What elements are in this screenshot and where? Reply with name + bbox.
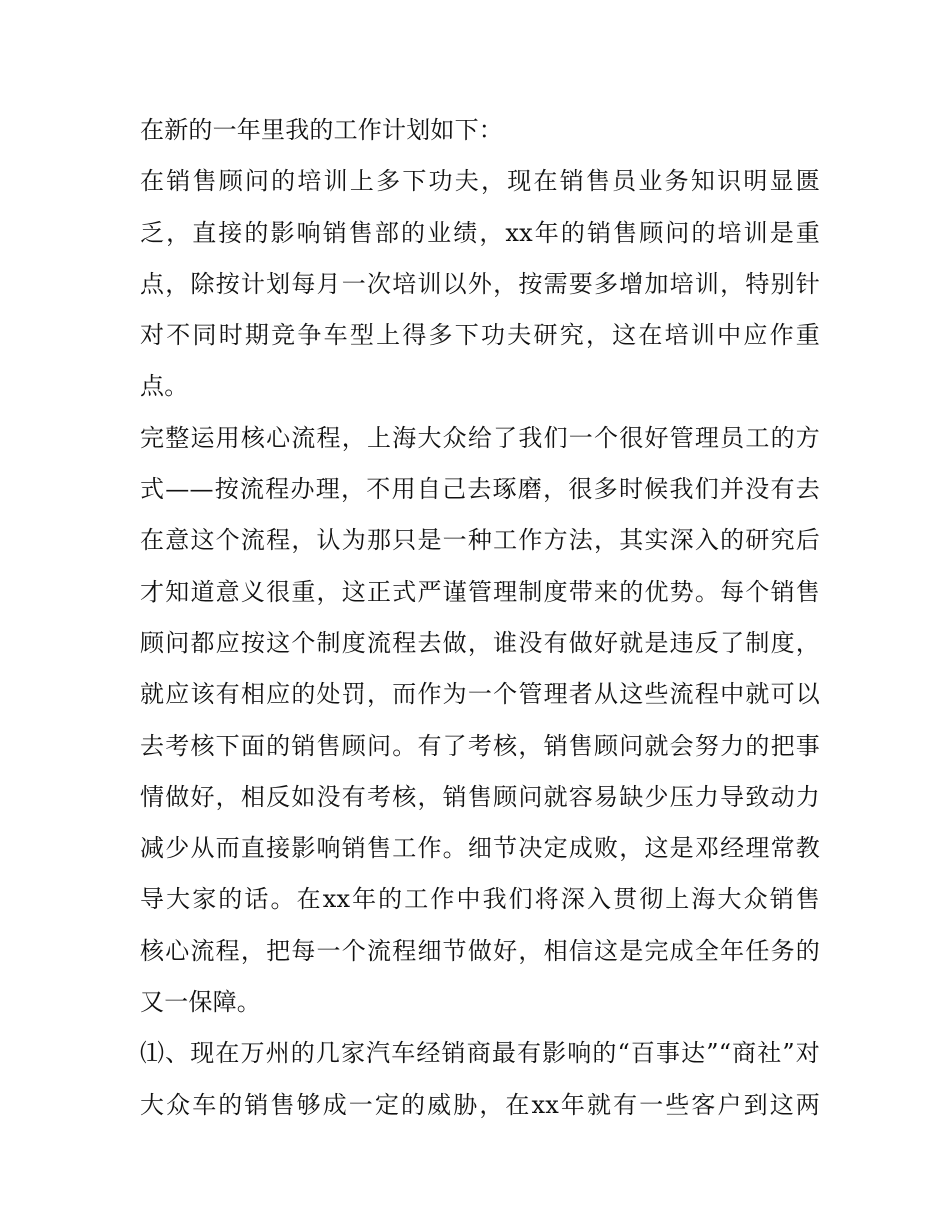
text-line: 乏，直接的影响销售部的业绩，xx年的销售顾问的培训是重	[140, 218, 820, 247]
text-line: 就应该有相应的处罚，而作为一个管理者从这些流程中就可以	[140, 680, 820, 709]
text-line: 式——按流程办理，不用自己去琢磨，很多时候我们并没有去	[140, 475, 820, 504]
text-line: 减少从而直接影响销售工作。细节决定成败，这是邓经理常教	[140, 834, 820, 863]
text-line: 顾问都应按这个制度流程去做，谁没有做好就是违反了制度，	[140, 628, 820, 657]
text-line: 点，除按计划每月一次培训以外，按需要多增加培训，特别针	[140, 269, 820, 298]
text-line: 在意这个流程，认为那只是一种工作方法，其实深入的研究后	[140, 526, 820, 555]
text-line: 大众车的销售够成一定的威胁，在xx年就有一些客户到这两	[140, 1090, 820, 1119]
text-line-heading: 在新的一年里我的工作计划如下：	[140, 116, 503, 144]
text-line: 点。	[140, 372, 189, 401]
text-line: 对不同时期竞争车型上得多下功夫研究，这在培训中应作重	[140, 321, 820, 350]
text-line: 核心流程，把每一个流程细节做好，相信这是完成全年任务的	[140, 936, 820, 965]
text-line: 在销售顾问的培训上多下功夫，现在销售员业务知识明显匮	[140, 167, 820, 196]
text-line: 才知道意义很重，这正式严谨管理制度带来的优势。每个销售	[140, 577, 820, 606]
text-line: 又一保障。	[140, 988, 261, 1017]
text-line: 导大家的话。在xx年的工作中我们将深入贯彻上海大众销售	[140, 885, 820, 914]
text-line: 去考核下面的销售顾问。有了考核，销售顾问就会努力的把事	[140, 731, 820, 760]
text-line: 情做好，相反如没有考核，销售顾问就容易缺少压力导致动力	[140, 782, 820, 811]
text-line: ⑴、现在万州的几家汽车经销商最有影响的“百事达”“商社”对	[140, 1039, 820, 1068]
document-body	[140, 105, 820, 1131]
text-line: 完整运用核心流程，上海大众给了我们一个很好管理员工的方	[140, 423, 820, 452]
